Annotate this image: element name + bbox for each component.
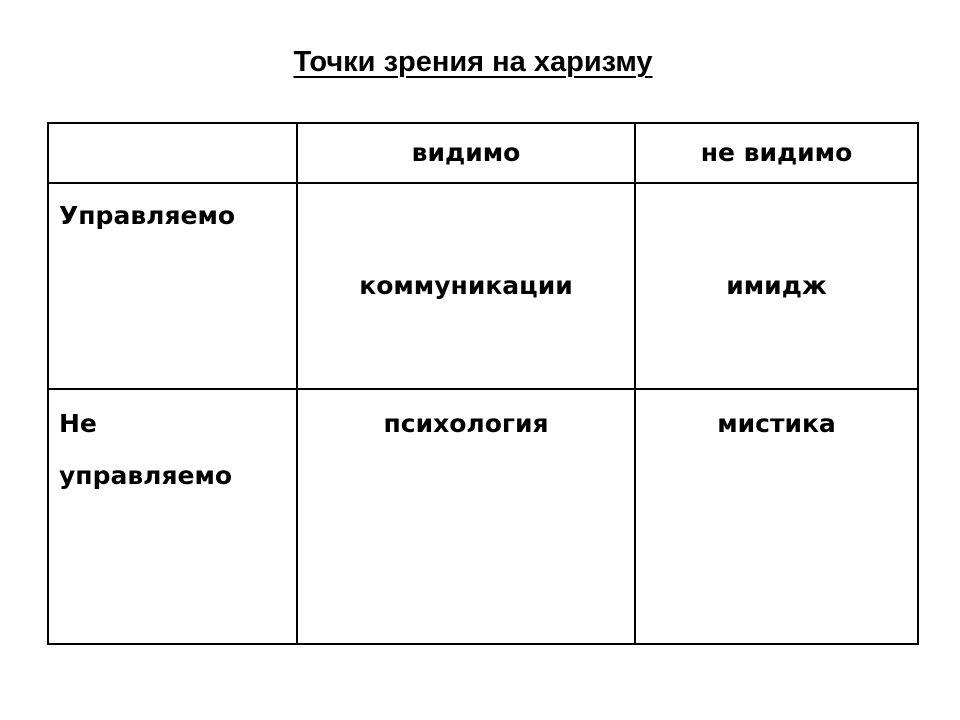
header-visible: видимо xyxy=(297,123,635,183)
row-label-line-1: Не xyxy=(59,409,97,438)
cell-communications: коммуникации xyxy=(297,183,635,389)
header-not-visible: не видимо xyxy=(635,123,918,183)
table-row xyxy=(48,389,918,644)
slide-title: Точки зрения на харизму xyxy=(293,46,653,78)
table-corner-cell xyxy=(48,123,297,183)
table-header-row xyxy=(48,123,918,183)
cell-psychology: психология xyxy=(297,389,635,644)
row-label-line-2: управляемо xyxy=(59,461,233,490)
table-row xyxy=(48,183,918,389)
charisma-matrix-table xyxy=(47,122,919,645)
cell-mysticism: мистика xyxy=(635,389,918,644)
row-label-controllable: Управляемо xyxy=(48,183,297,389)
row-label-uncontrollable xyxy=(48,389,297,644)
cell-image: имидж xyxy=(635,183,918,389)
